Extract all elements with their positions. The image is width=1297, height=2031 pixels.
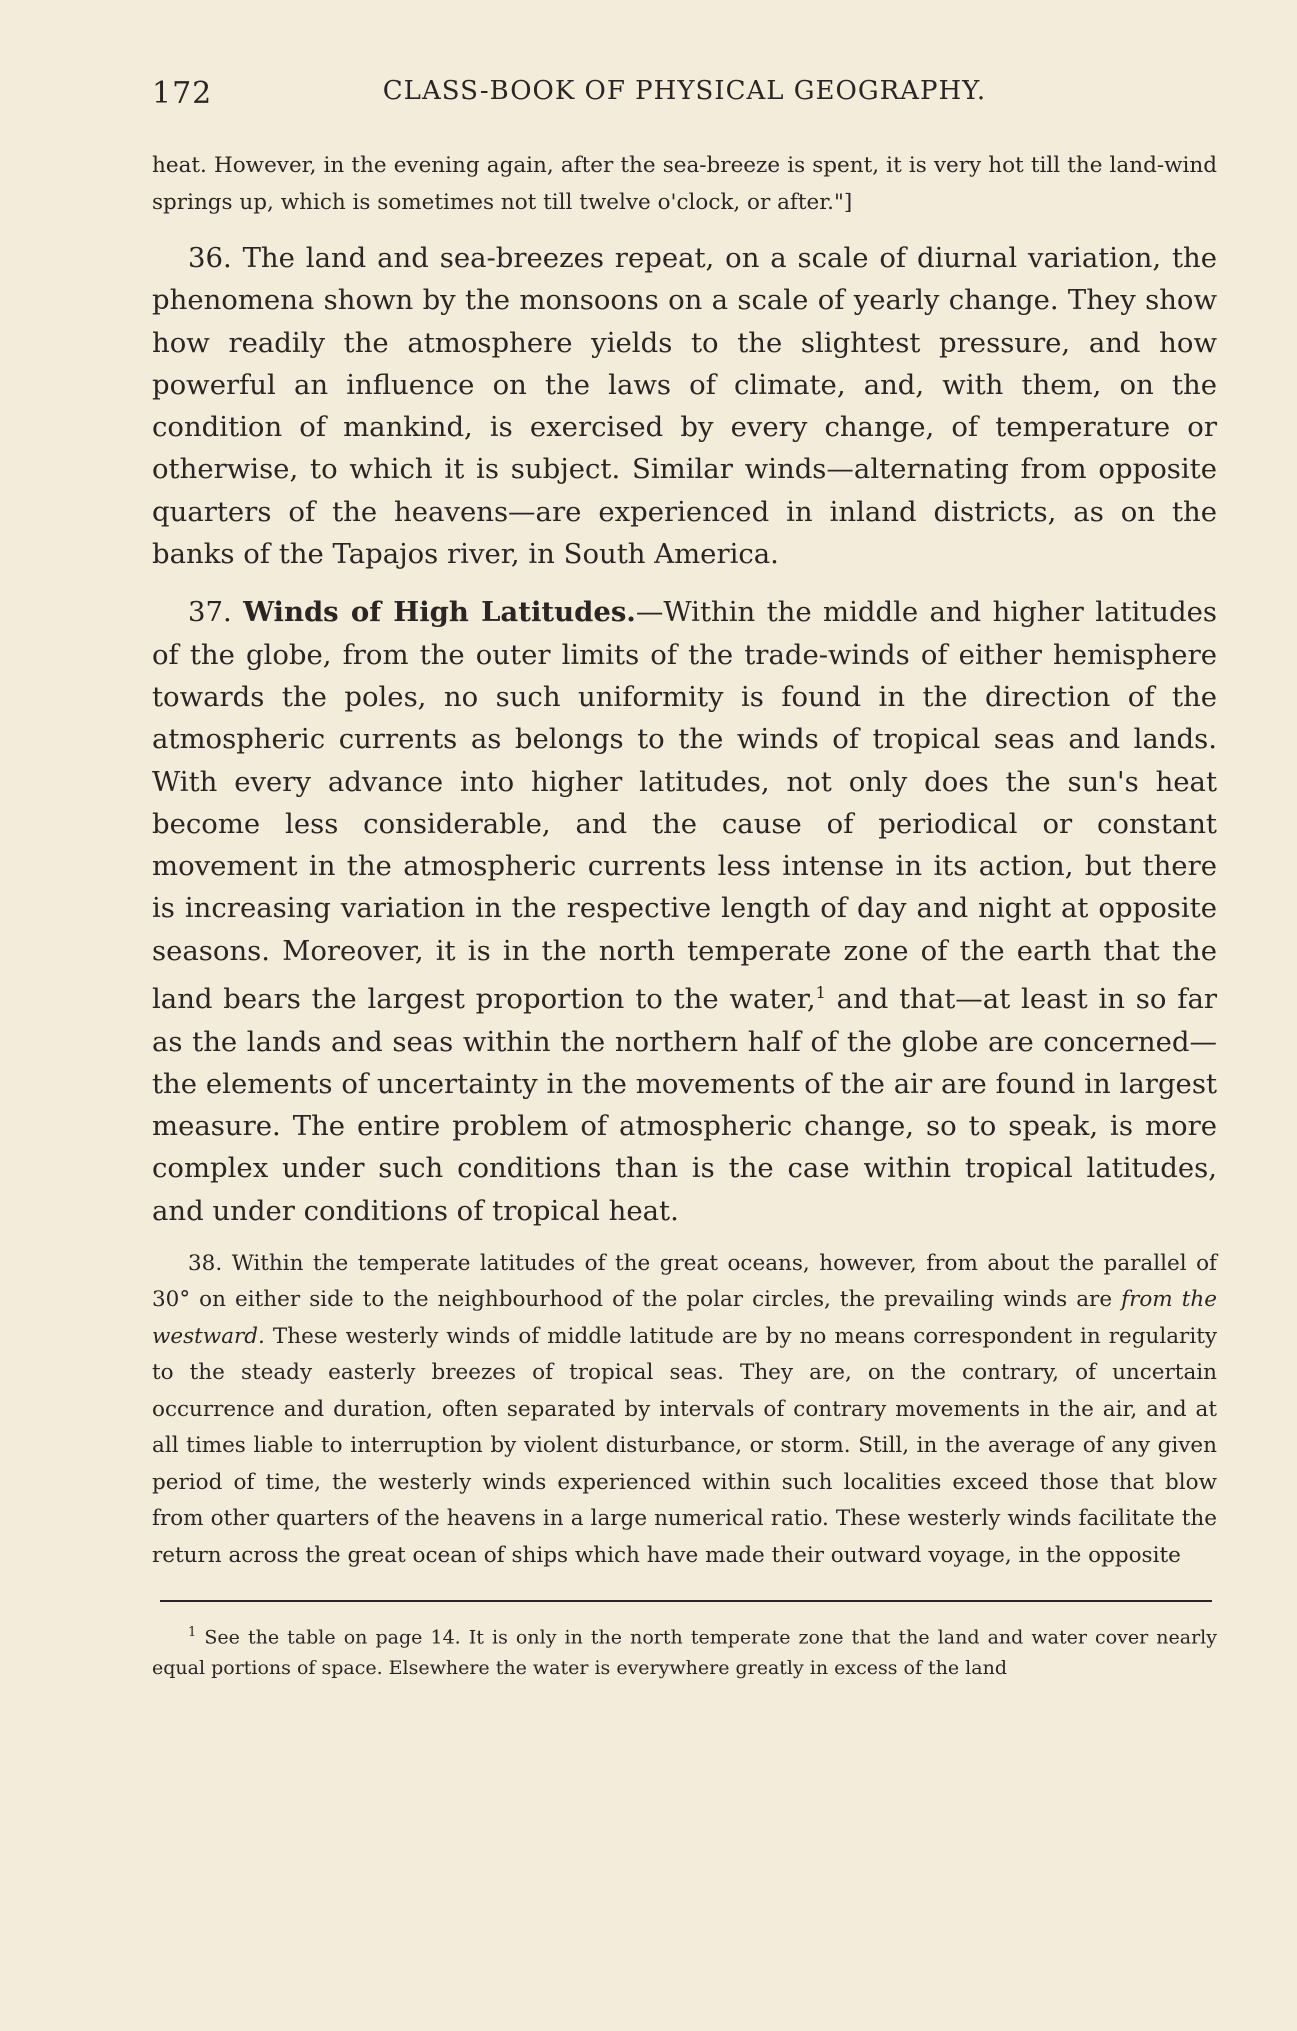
paragraph-38-start: 38. Within the temperate latitudes of the great oceans, however, from about the parallel of 30° on either side to the neighbourhood of the polar circles, the prevailing winds are <box>152 1250 1217 1313</box>
section-heading-winds-high-latitudes: Winds of High Latitudes. <box>243 596 636 629</box>
paragraph-36: 36. The land and sea-breezes repeat, on a scale of diurnal variation, the phenomena shown by the monsoons on a scale of yearly change. They show how readily the atmosphere yields to the slightest pressure, and how powerful an influence on the laws of climate, and, with them, on the condition of mankind, is exercised by every change, of temperature or otherwise, to which it is subject. Similar winds—alternating from opposite quarters of the heavens—are experienced in inland districts, as on the banks of the Tapajos river, in South America. <box>152 242 1217 571</box>
footnote <box>152 1618 1217 1682</box>
paragraph-38-rest: These westerly winds of middle latitude are by no means correspondent in regularity to the steady easterly breezes of tropical seas. They are, on the contrary, of uncertain occurrence and duration, often separated by intervals of contrary movements in the air, and at all times liable to interruption by violent disturbance, or storm. Still, in the average of any given period of time, the westerly winds experienced within such localities exceed those that blow from other quarters of the heavens in a large numerical ratio. These westerly winds facilitate the return across the great ocean of ships which have made their outward voyage, in the opposite <box>152 1323 1217 1568</box>
paragraph-quote-end: heat. However, in the evening again, after the sea-breeze is spent, it is very hot till the land-wind springs up, which is sometimes not till twelve o'clock, or after."] <box>152 153 1217 215</box>
paragraph-38 <box>152 1246 1217 1575</box>
running-title: CLASS-BOOK OF PHYSICAL GEOGRAPHY. <box>382 76 987 106</box>
paragraph-38-italic: from the westward. <box>152 1287 1217 1349</box>
footnote-text: See the table on page 14. It is only in the north temperate zone that the land and water cover nearly equal portions of space. Elsewhere the water is everywhere greatly in excess of the land <box>152 1626 1217 1679</box>
book-page <box>152 70 1217 1683</box>
footnote-reference: 1 <box>815 983 826 1003</box>
running-head <box>152 70 1217 120</box>
page-number: 172 <box>152 76 213 111</box>
paragraph-37-number: 37. <box>188 596 232 629</box>
paragraph-37 <box>152 591 1217 1232</box>
paragraph-37-body: —Within the middle and higher latitudes of the globe, from the outer limits of the trade-winds of either hemisphere towards the poles, no such uniformity is found in the direction of the atmospheric currents as belongs to the winds of tropical seas and lands. With every advance into higher latitudes, not only does the sun's heat become less considerable, and the cause of periodical or constant movement in the atmospheric currents less intense in its action, but there is increasing variation in the respective length of day and night at opposite seasons. Moreover, it is in the north temperate zone of the earth that the land bears the largest proportion to the water, <box>152 596 1217 1016</box>
paragraph-37-body-continued: and that—at least in so far as the lands and seas within the northern half of the globe are concerned—the elements of uncertainty in the movements of the air are found in largest measure. The entire problem of atmospheric change, so to speak, is more complex under such conditions than is the case within tropical latitudes, and under conditions of tropical heat. <box>152 983 1218 1227</box>
footnote-marker: 1 <box>188 1625 197 1641</box>
footnote-divider <box>160 1600 1212 1602</box>
